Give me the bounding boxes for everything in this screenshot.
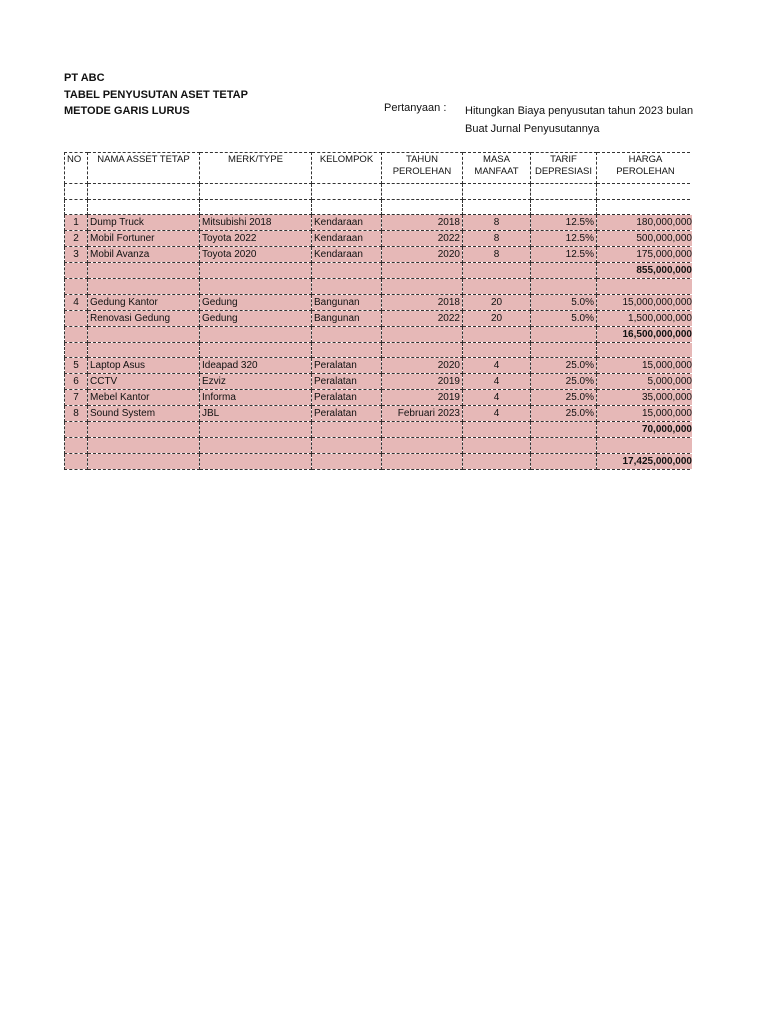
cell-cost: 15,000,000,000 bbox=[597, 294, 693, 310]
question-line-2: Buat Jurnal Penyusutannya bbox=[465, 123, 600, 135]
cell-brand: Ezviz bbox=[200, 374, 312, 390]
cell-cost: 15,000,000 bbox=[597, 406, 693, 422]
col-header-life: MASA MANFAAT bbox=[463, 153, 531, 184]
table-header-row bbox=[65, 153, 693, 184]
cell-name: Sound System bbox=[88, 406, 200, 422]
empty-row bbox=[65, 342, 693, 358]
cell-life: 4 bbox=[463, 406, 531, 422]
cell-no: 6 bbox=[65, 374, 88, 390]
cell-no: 3 bbox=[65, 247, 88, 263]
cell-brand: Toyota 2020 bbox=[200, 247, 312, 263]
cell-rate: 5.0% bbox=[531, 310, 597, 326]
col-header-group: KELOMPOK bbox=[312, 153, 382, 184]
cell-life: 8 bbox=[463, 231, 531, 247]
company-name: PT ABC bbox=[64, 72, 105, 84]
cell-year: 2018 bbox=[382, 215, 463, 231]
cell-brand: Gedung bbox=[200, 310, 312, 326]
asset-table-container bbox=[64, 152, 692, 470]
question-label: Pertanyaan : bbox=[384, 102, 447, 114]
cell-year: 2022 bbox=[382, 231, 463, 247]
cell-name: Dump Truck bbox=[88, 215, 200, 231]
cell-no: 4 bbox=[65, 294, 88, 310]
col-header-name: NAMA ASSET TETAP bbox=[88, 153, 200, 184]
cell-brand: Informa bbox=[200, 390, 312, 406]
cell-rate: 25.0% bbox=[531, 374, 597, 390]
subtotal-buildings: 16,500,000,000 bbox=[597, 326, 693, 342]
cell-cost: 1,500,000,000 bbox=[597, 310, 693, 326]
col-header-year: TAHUN PEROLEHAN bbox=[382, 153, 463, 184]
grand-total-row bbox=[65, 453, 693, 469]
asset-table bbox=[64, 152, 692, 470]
cell-group: Bangunan bbox=[312, 294, 382, 310]
cell-name: Mobil Fortuner bbox=[88, 231, 200, 247]
table-row bbox=[65, 390, 693, 406]
report-method: METODE GARIS LURUS bbox=[64, 105, 190, 117]
cell-life: 4 bbox=[463, 390, 531, 406]
cell-brand: Gedung bbox=[200, 294, 312, 310]
table-row bbox=[65, 310, 693, 326]
cell-life: 20 bbox=[463, 294, 531, 310]
cell-year: 2020 bbox=[382, 358, 463, 374]
col-header-brand: MERK/TYPE bbox=[200, 153, 312, 184]
cell-no: 1 bbox=[65, 215, 88, 231]
cell-rate: 25.0% bbox=[531, 358, 597, 374]
cell-cost: 15,000,000 bbox=[597, 358, 693, 374]
cell-brand: Ideapad 320 bbox=[200, 358, 312, 374]
cell-no: 7 bbox=[65, 390, 88, 406]
grand-total: 17,425,000,000 bbox=[597, 453, 693, 469]
cell-brand: Mitsubishi 2018 bbox=[200, 215, 312, 231]
cell-name: Laptop Asus bbox=[88, 358, 200, 374]
cell-group: Peralatan bbox=[312, 390, 382, 406]
cell-group: Peralatan bbox=[312, 406, 382, 422]
cell-group: Kendaraan bbox=[312, 215, 382, 231]
cell-rate: 25.0% bbox=[531, 406, 597, 422]
subtotal-equipment: 70,000,000 bbox=[597, 422, 693, 438]
cell-group: Bangunan bbox=[312, 310, 382, 326]
cell-year: Februari 2023 bbox=[382, 406, 463, 422]
cell-year: 2019 bbox=[382, 374, 463, 390]
cell-no bbox=[65, 310, 88, 326]
table-row bbox=[65, 358, 693, 374]
subtotal-row-vehicles bbox=[65, 263, 693, 279]
cell-life: 8 bbox=[463, 215, 531, 231]
cell-brand: JBL bbox=[200, 406, 312, 422]
cell-rate: 12.5% bbox=[531, 231, 597, 247]
cell-group: Kendaraan bbox=[312, 231, 382, 247]
subtotal-row-buildings bbox=[65, 326, 693, 342]
empty-row bbox=[65, 438, 693, 454]
table-row bbox=[65, 294, 693, 310]
col-header-no: NO bbox=[65, 153, 88, 184]
cell-life: 4 bbox=[463, 374, 531, 390]
cell-cost: 5,000,000 bbox=[597, 374, 693, 390]
subtotal-vehicles: 855,000,000 bbox=[597, 263, 693, 279]
cell-rate: 5.0% bbox=[531, 294, 597, 310]
cell-group: Peralatan bbox=[312, 374, 382, 390]
table-row bbox=[65, 231, 693, 247]
cell-cost: 500,000,000 bbox=[597, 231, 693, 247]
empty-row bbox=[65, 184, 693, 200]
cell-no: 8 bbox=[65, 406, 88, 422]
report-title: TABEL PENYUSUTAN ASET TETAP bbox=[64, 88, 248, 101]
cell-year: 2022 bbox=[382, 310, 463, 326]
empty-row bbox=[65, 199, 693, 215]
col-header-cost: HARGA PEROLEHAN bbox=[597, 153, 693, 184]
cell-life: 8 bbox=[463, 247, 531, 263]
table-row bbox=[65, 406, 693, 422]
subtotal-row-equipment bbox=[65, 422, 693, 438]
empty-row bbox=[65, 279, 693, 295]
cell-life: 20 bbox=[463, 310, 531, 326]
cell-cost: 175,000,000 bbox=[597, 247, 693, 263]
report-header bbox=[64, 70, 248, 120]
cell-cost: 35,000,000 bbox=[597, 390, 693, 406]
cell-name: Mobil Avanza bbox=[88, 247, 200, 263]
cell-rate: 12.5% bbox=[531, 215, 597, 231]
question-line-1: Hitungkan Biaya penyusutan tahun 2023 bulan bbox=[465, 105, 693, 117]
cell-group: Kendaraan bbox=[312, 247, 382, 263]
cell-rate: 12.5% bbox=[531, 247, 597, 263]
cell-no: 5 bbox=[65, 358, 88, 374]
cell-life: 4 bbox=[463, 358, 531, 374]
table-row bbox=[65, 374, 693, 390]
cell-name: Mebel Kantor bbox=[88, 390, 200, 406]
col-header-rate: TARIF DEPRESIASI bbox=[531, 153, 597, 184]
question-text bbox=[465, 102, 693, 138]
cell-year: 2020 bbox=[382, 247, 463, 263]
cell-no: 2 bbox=[65, 231, 88, 247]
cell-group: Peralatan bbox=[312, 358, 382, 374]
table-row bbox=[65, 215, 693, 231]
cell-cost: 180,000,000 bbox=[597, 215, 693, 231]
cell-rate: 25.0% bbox=[531, 390, 597, 406]
cell-name: Renovasi Gedung bbox=[88, 310, 200, 326]
cell-year: 2019 bbox=[382, 390, 463, 406]
table-row bbox=[65, 247, 693, 263]
cell-year: 2018 bbox=[382, 294, 463, 310]
cell-name: Gedung Kantor bbox=[88, 294, 200, 310]
cell-name: CCTV bbox=[88, 374, 200, 390]
cell-brand: Toyota 2022 bbox=[200, 231, 312, 247]
